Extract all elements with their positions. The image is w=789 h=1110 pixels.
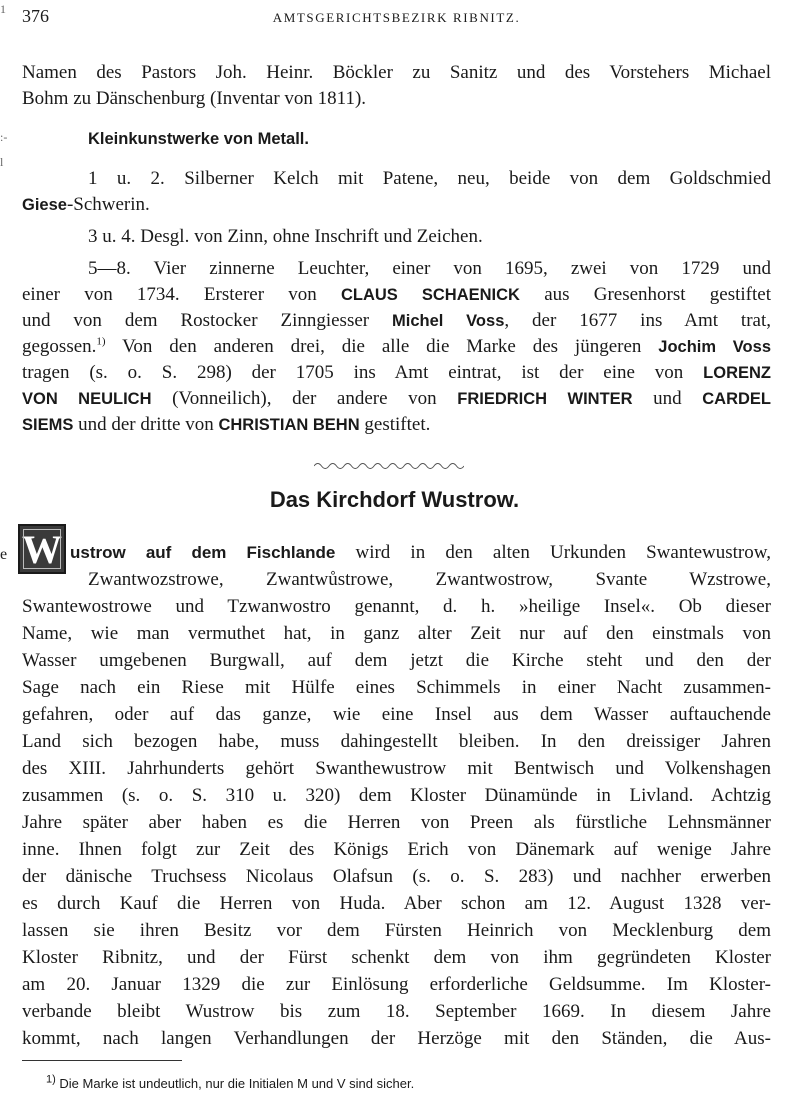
body-line: zusammen (s. o. S. 310 u. 320) dem Kloster Dünamünde in Livland. Achtzig [22, 785, 771, 806]
wave-ornament [314, 460, 464, 472]
item-line: 3 u. 4. Desgl. von Zinn, ohne Inschrift und Zeichen. [88, 226, 483, 247]
text-line: Namen des Pastors Joh. Heinr. Böckler zu Sanitz und des Vorstehers Michael [22, 62, 771, 83]
body-line: Jahre später aber haben es die Herren von Preen als fürstliche Lehnsmänner [22, 812, 771, 833]
body-line: gefahren, oder auf das ganze, wie eine Insel aus dem Wasser auftauchende [22, 704, 771, 725]
maker-name: Michel Voss [392, 312, 505, 330]
text-line: Bohm zu Dänschenburg (Inventar von 1811). [22, 88, 367, 109]
place-name: ustrow auf dem Fischlande [70, 543, 336, 562]
body-line: Land sich bezogen habe, muss dahingestellt bleiben. In den dreissiger Jahren [22, 731, 771, 752]
item-line: 1 u. 2. Silberner Kelch mit Patene, neu, beide von dem Goldschmied [88, 168, 771, 189]
margin-mark-lower: l [0, 155, 4, 169]
footnote-rule [22, 1060, 182, 1061]
item-line: und von dem Rostocker Zinngiesser Michel Voss, der 1677 ins Amt trat, [22, 310, 771, 331]
item-line: tragen (s. o. S. 298) der 1705 ins Amt eintrat, ist der eine von LORENZ [22, 362, 771, 383]
body-line: der dänische Truchsess Nicolaus Olafsun (s. o. S. 283) und nachher erwerben [22, 866, 771, 887]
item-line: gegossen.$^{1)}$ Von den anderen drei, die alle die Marke des jüngeren Jochim Voss [22, 335, 771, 357]
body-line: am 20. Januar 1329 die zur Einlösung erforderliche Geldsumme. Im Kloster- [22, 974, 771, 995]
body-line: Name, wie man vermuthet hat, in ganz alter Zeit nur auf den einstmals von [22, 623, 771, 644]
running-header [22, 6, 771, 30]
footnote-mark: 1) [46, 1073, 56, 1086]
body-line: verbande bleibt Wustrow bis zum 18. September 1669. In diesem Jahre [22, 1001, 771, 1022]
body-line: Zwantwozstrowe, Zwantwůstrowe, Zwantwostrow, Svante Wzstrowe, [88, 569, 771, 590]
donor-name: SIEMS [22, 416, 74, 434]
donor-name: VON NEULICH [22, 390, 152, 408]
body-line: Kloster Ribnitz, und der Fürst schenkt dem von ihm gegründeten Kloster [22, 947, 771, 968]
chapter-title: Das Kirchdorf Wustrow. [269, 487, 520, 512]
item-line: VON NEULICH (Vonneilich), der andere von FRIEDRICH WINTER und CARDEL [22, 388, 772, 409]
maker-name: Jochim Voss [658, 338, 771, 356]
donor-name: CHRISTIAN BEHN [218, 416, 360, 434]
donor-name: FRIEDRICH WINTER [457, 390, 633, 408]
body-line: es durch Kauf die Herren von Huda. Aber schon am 12. August 1328 ver- [22, 893, 771, 914]
item-line: SIEMS und der dritte von CHRISTIAN BEHN gestiftet. [22, 414, 431, 435]
body-line: Swantewostrowe und Tzwanwostro genannt, d. h. »heilige Insel«. Ob dieser [22, 596, 771, 617]
body-line: kommt, nach langen Verhandlungen der Herzöge mit den Ständen, die Aus- [22, 1028, 771, 1049]
body-line: ustrow auf dem Fischlande wird in den alten Urkunden Swantewustrow, [70, 542, 771, 563]
decorative-initial: W [18, 524, 66, 574]
body-line: lassen sie ihren Besitz vor dem Fürsten Heinrich von Mecklenburg dem [22, 920, 771, 941]
footnote: $^{1)}$ Die Marke ist undeutlich, nur die Initialen M und V sind sicher. [46, 1073, 415, 1091]
item-line: einer von 1734. Ersterer von CLAUS SCHAENICK aus Gresenhorst gestiftet [22, 284, 771, 305]
margin-mark-top: 1 [0, 2, 6, 16]
maker-name: Giese [22, 196, 67, 214]
footnote-ref: 1) [96, 335, 106, 348]
item-line: Giese-Schwerin. [22, 194, 150, 215]
page-number: 376 [22, 6, 49, 26]
margin-mark-dropcap-side: e [0, 546, 8, 563]
body-line: Sage nach ein Riese mit Hülfe eines Schimmels in einer Nacht zusammen- [22, 677, 771, 698]
body-line: des XIII. Jahrhunderts gehört Swanthewustrow mit Bentwisch und Volkenshagen [22, 758, 771, 779]
item-line: 5—8. Vier zinnerne Leuchter, einer von 1695, zwei von 1729 und [88, 258, 771, 279]
donor-name: CLAUS SCHAENICK [340, 286, 520, 304]
body-line: inne. Ihnen folgt zur Zeit des Königs Erich von Dänemark auf wenige Jahre [22, 839, 771, 860]
section-heading: Kleinkunstwerke von Metall. [88, 130, 309, 148]
body-line: Wasser umgebenen Burgwall, auf dem jetzt die Kirche steht und den der [22, 650, 771, 671]
donor-name: LORENZ [703, 364, 771, 382]
donor-name: CARDEL [702, 390, 772, 408]
margin-mark-middle: :- [0, 130, 8, 144]
running-title: AMTSGERICHTSBEZIRK RIBNITZ. [272, 10, 521, 25]
